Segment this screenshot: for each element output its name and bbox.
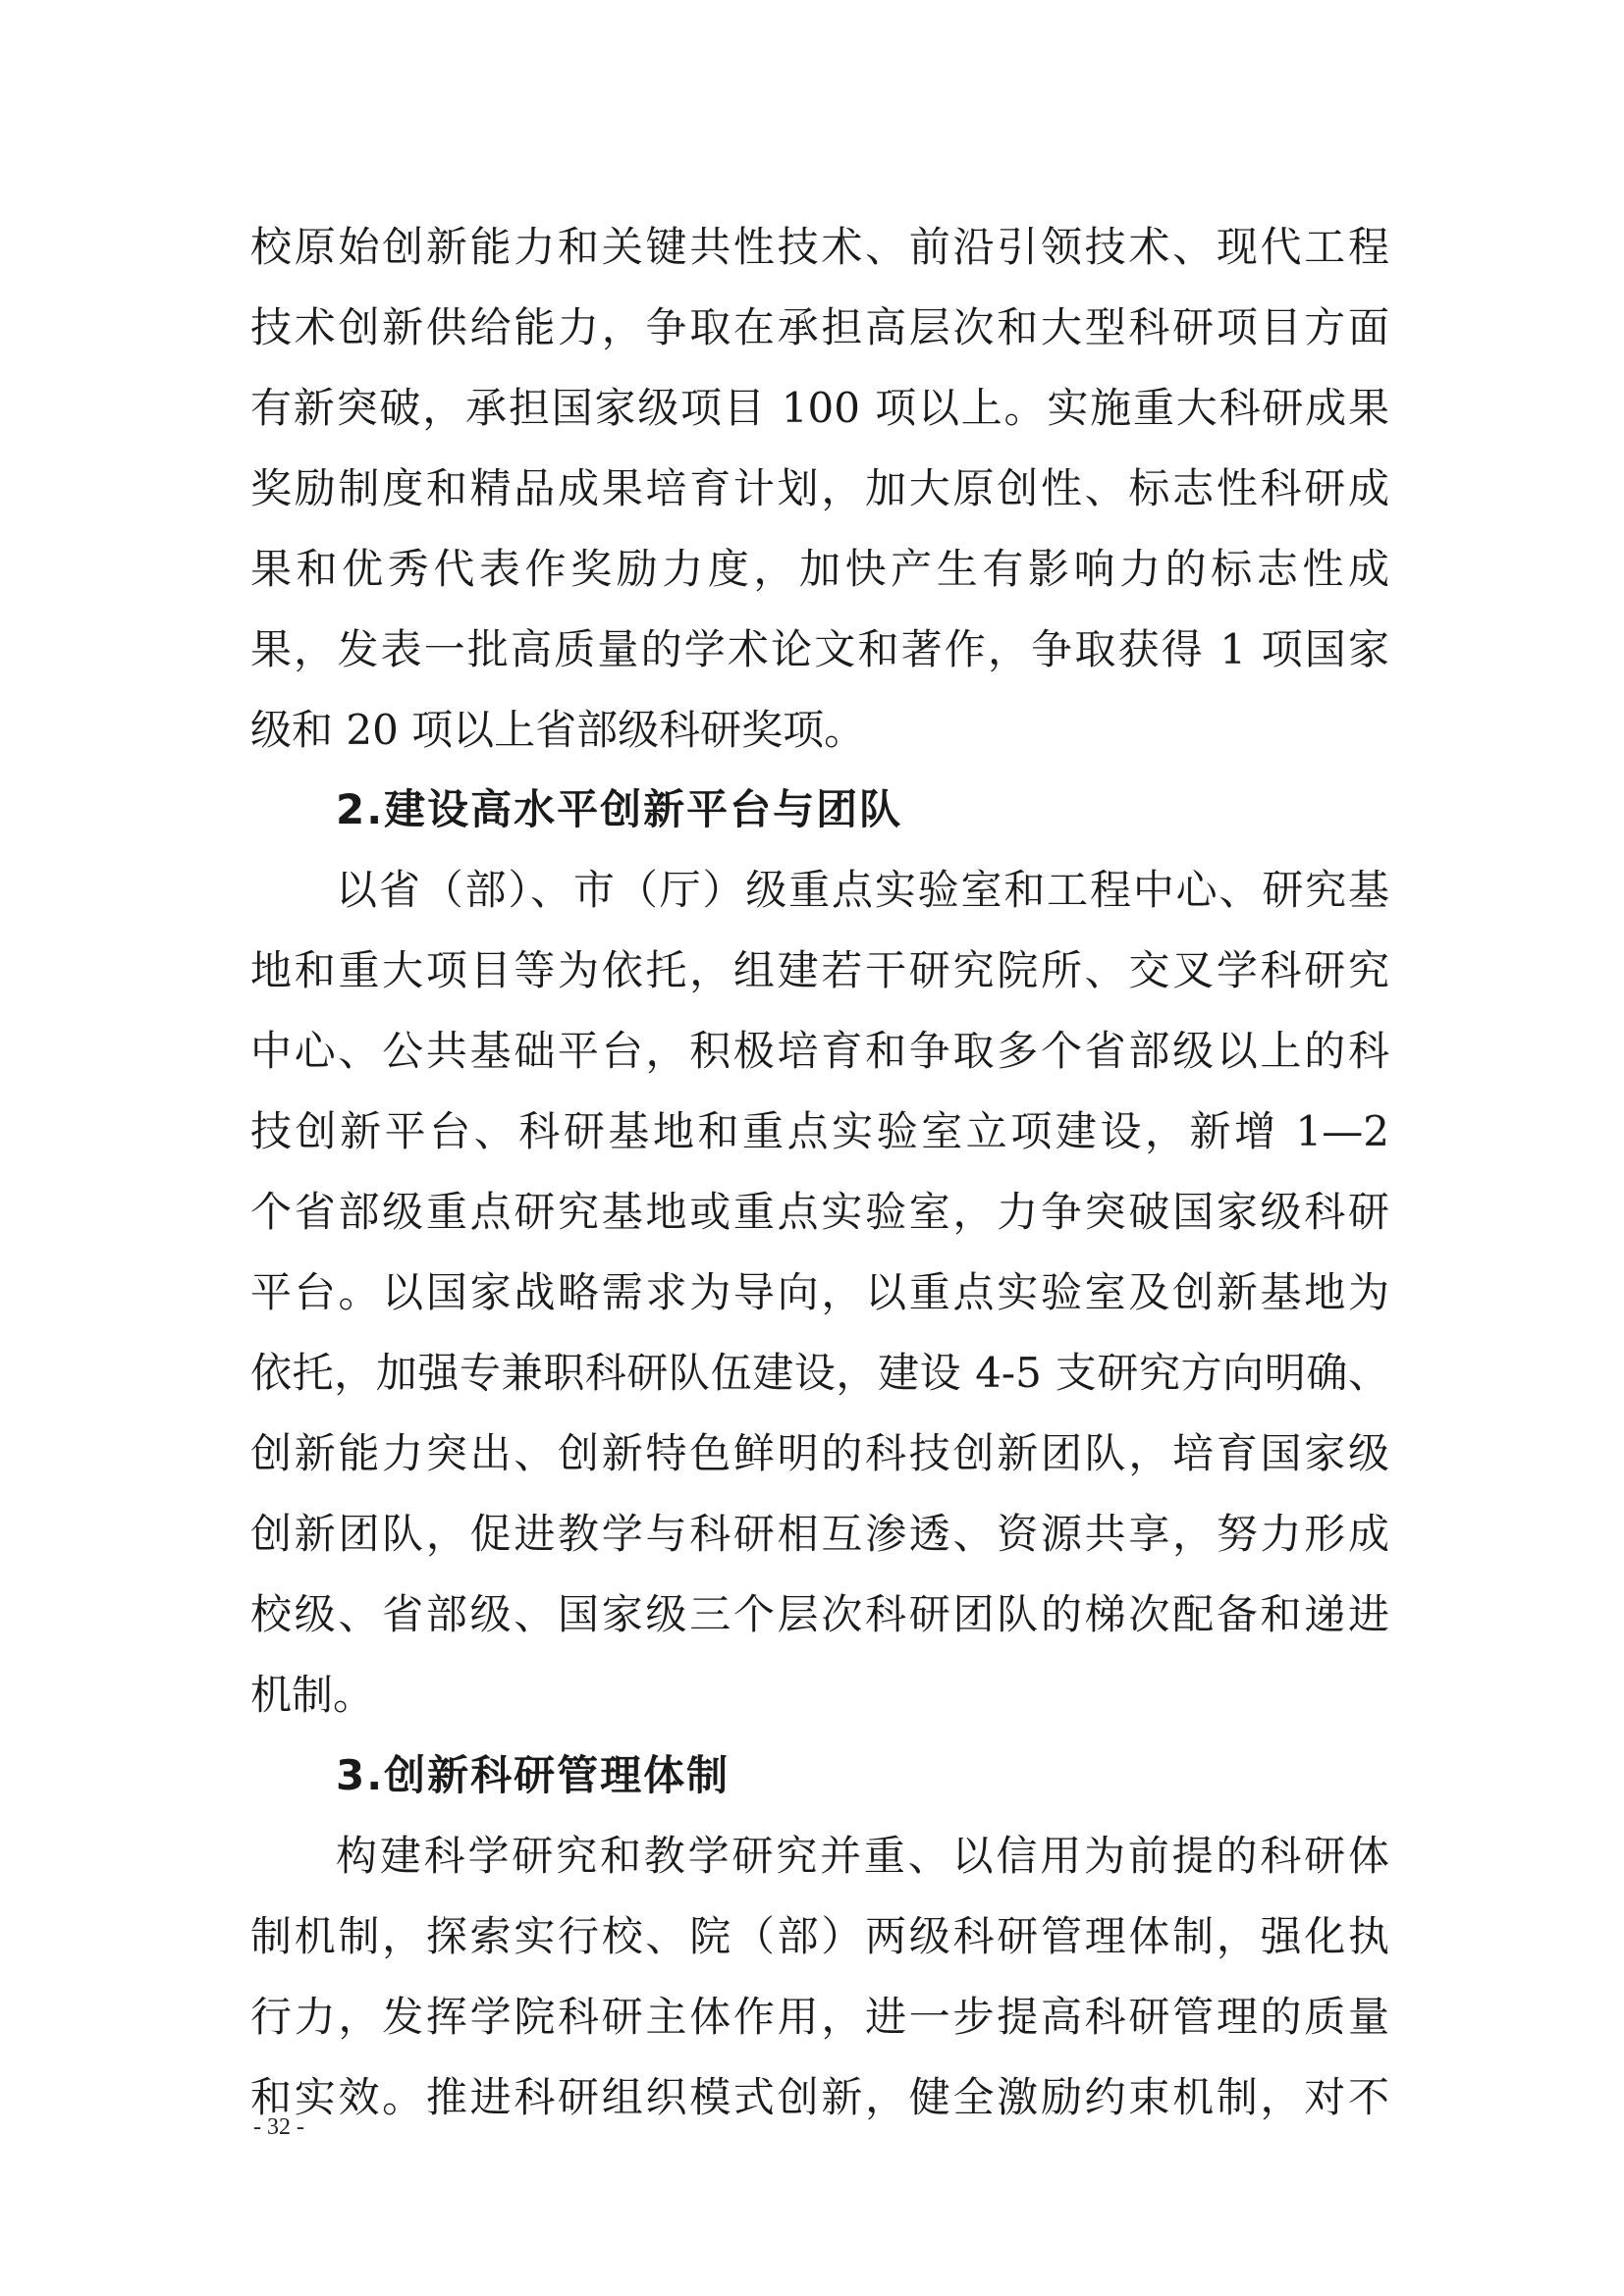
paragraph-line: 和实效。推进科研组织模式创新，健全激励约束机制，对不 [250,2073,1389,2121]
paragraph-line: 制机制，探索实行校、院（部）两级科研管理体制，强化执 [250,1912,1389,1960]
section-heading-3: 3.创新科研管理体制 [336,1751,731,1799]
paragraph-line: 中心、公共基础平台，积极培育和争取多个省部级以上的科 [250,1027,1389,1075]
paragraph-line: 校级、省部级、国家级三个层次科研团队的梯次配备和递进 [250,1590,1389,1638]
paragraph-line: 地和重大项目等为依托，组建若干研究院所、交叉学科研究 [250,946,1389,994]
page-number: - 32 - [253,2114,304,2140]
paragraph-line: 果和优秀代表作奖励力度，加快产生有影响力的标志性成 [250,545,1389,593]
paragraph-line: 创新能力突出、创新特色鲜明的科技创新团队，培育国家级 [250,1429,1389,1477]
paragraph-line: 依托，加强专兼职科研队伍建设，建设 4-5 支研究方向明确、 [250,1349,1389,1397]
paragraph-line: 技术创新供给能力，争取在承担高层次和大型科研项目方面 [250,303,1389,351]
paragraph-line: 校原始创新能力和关键共性技术、前沿引领技术、现代工程 [250,223,1389,271]
paragraph-line: 构建科学研究和教学研究并重、以信用为前提的科研体 [336,1832,1389,1880]
paragraph-line: 果，发表一批高质量的学术论文和著作，争取获得 1 项国家 [250,625,1389,673]
paragraph-line: 奖励制度和精品成果培育计划，加大原创性、标志性科研成 [250,464,1389,512]
paragraph-line: 级和 20 项以上省部级科研奖项。 [250,706,866,754]
paragraph-line: 以省（部）、市（厅）级重点实验室和工程中心、研究基 [336,866,1389,914]
section-heading-2: 2.建设高水平创新平台与团队 [336,785,903,833]
paragraph-line: 有新突破，承担国家级项目 100 项以上。实施重大科研成果 [250,384,1389,432]
paragraph-line: 平台。以国家战略需求为导向，以重点实验室及创新基地为 [250,1268,1389,1316]
paragraph-line: 创新团队，促进教学与科研相互渗透、资源共享，努力形成 [250,1510,1389,1558]
paragraph-line: 机制。 [250,1671,375,1719]
paragraph-line: 技创新平台、科研基地和重点实验室立项建设，新增 1—2 [250,1107,1389,1155]
paragraph-line: 行力，发挥学院科研主体作用，进一步提高科研管理的质量 [250,1993,1389,2041]
paragraph-line: 个省部级重点研究基地或重点实验室，力争突破国家级科研 [250,1188,1389,1236]
